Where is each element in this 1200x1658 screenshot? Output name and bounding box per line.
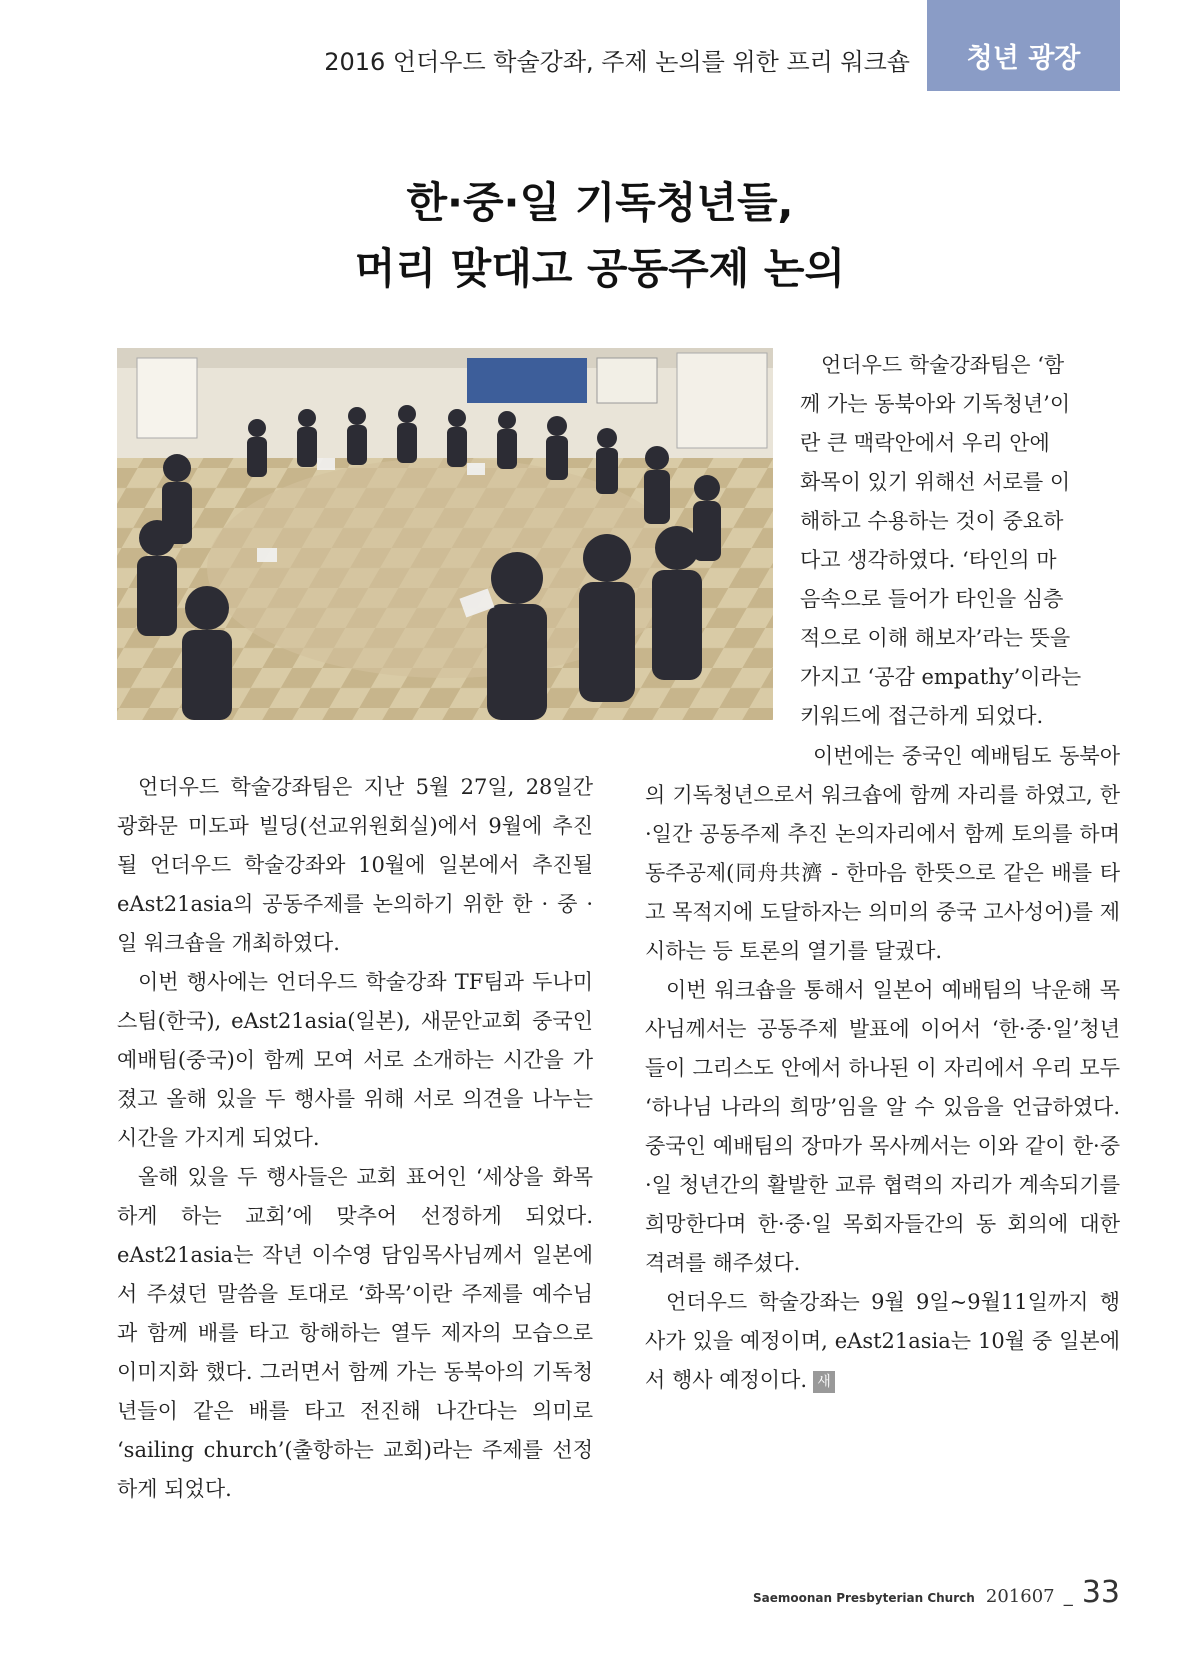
- workshop-photo: [117, 348, 773, 720]
- article-column-left: [117, 768, 593, 1509]
- paragraph-text: 언더우드 학술강좌는 9월 9일~9월11일까지 행사가 있을 예정이며, eAst21asia는 10월 중 일본에서 행사 예정이다.: [645, 1290, 1120, 1392]
- footer-issue: 201607: [985, 1586, 1055, 1607]
- paragraph: 올해 있을 두 행사들은 교회 표어인 ‘세상을 화목하게 하는 교회’에 맞추어 선정하게 되었다. eAst21asia는 작년 이수영 담임목사님께서 일본에서 주셨던 말씀을 토대로 ‘화목’이란 주제를 예수님과 함께 배를 타고 항해하는 열두 제자의 모습으로 이미지화 했다. 그러면서 함께 가는 동북아의 기독청년들이 같은 배를 타고 전진해 나간다는 의미로 ‘sailing church’(출항하는 교회)라는 주제를 선정하게 되었다.: [117, 1165, 593, 1501]
- paragraph: [645, 1283, 1120, 1400]
- running-header-title: 2016 언더우드 학술강좌, 주제 논의를 위한 프리 워크숍: [324, 48, 910, 76]
- end-mark-icon: 새: [813, 1371, 835, 1393]
- text-line: 적으로 이해 해보자’라는 뜻을: [800, 626, 1071, 650]
- text-line: 해하고 수용하는 것이 중요하: [800, 509, 1064, 533]
- article-title-line-1: 한·중·일 기독청년들,: [406, 178, 794, 227]
- footer-separator: _: [1063, 1586, 1073, 1607]
- article-title-line-2: 머리 맞대고 공동주제 논의: [354, 244, 846, 293]
- paragraph: 이번 행사에는 언더우드 학술강좌 TF팀과 두나미스팀(한국), eAst21asia(일본), 새문안교회 중국인예배팀(중국)이 함께 모여 서로 소개하는 시간을 가졌고 올해 있을 두 행사를 위해 서로 의견을 나누는 시간을 가지게 되었다.: [117, 970, 593, 1150]
- page-footer: [753, 1575, 1120, 1610]
- text-line: 언더우드 학술강좌팀은 ‘함: [821, 353, 1065, 377]
- text-line: 화목이 있기 위해선 서로를 이: [800, 470, 1071, 494]
- article-title: [0, 170, 1200, 302]
- text-line: 다고 생각하였다. ‘타인의 마: [800, 548, 1057, 572]
- paragraph: 이번 워크숍을 통해서 일본어 예배팀의 낙운해 목사님께서는 공동주제 발표에 이어서 ‘한·중·일’청년들이 그리스도 안에서 하나된 이 자리에서 우리 모두 ‘하나님 나라의 희망’임을 알 수 있음을 언급하였다. 중국인 예배팀의 장마가 목사께서는 이와 같이 한·중·일 청년간의 활발한 교류 협력의 자리가 계속되기를 희망한다며 한·중·일 목회자들간의 동 회의에 대한 격려를 해주셨다.: [645, 978, 1120, 1275]
- text-line: 키워드에 접근하게 되었다.: [800, 704, 1044, 728]
- section-badge: [927, 0, 1120, 91]
- text-line: 란 큰 맥락안에서 우리 안에: [800, 431, 1050, 455]
- text-line: 음속으로 들어가 타인을 심층: [800, 587, 1064, 611]
- text-line: 가지고 ‘공감 empathy’이라는: [800, 665, 1082, 689]
- article-column-right: [645, 737, 1120, 1400]
- footer-church-name: Saemoonan Presbyterian Church: [752, 1591, 975, 1605]
- page-number: 33: [1081, 1575, 1120, 1610]
- section-badge-label: 청년 광장: [966, 43, 1081, 74]
- article-column-top-right: [800, 346, 1120, 736]
- paragraph: 이번에는 중국인 예배팀도 동북아의 기독청년으로서 워크숍에 함께 자리를 하였고, 한·일간 공동주제 추진 논의자리에서 함께 토의를 하며 동주공제(同舟共濟 - 한마음 한뜻으로 같은 배를 타고 목적지에 도달하자는 의미의 중국 고사성어)를 제시하는 등 토론의 열기를 달궜다.: [645, 744, 1120, 963]
- paragraph: 언더우드 학술강좌팀은 지난 5월 27일, 28일간 광화문 미도파 빌딩(선교위원회실)에서 9월에 추진될 언더우드 학술강좌와 10월에 일본에서 추진될 eAst21asia의 공동주제를 논의하기 위한 한 · 중 · 일 워크숍을 개최하였다.: [117, 775, 593, 955]
- text-line: 께 가는 동북아와 기독청년’이: [800, 392, 1071, 416]
